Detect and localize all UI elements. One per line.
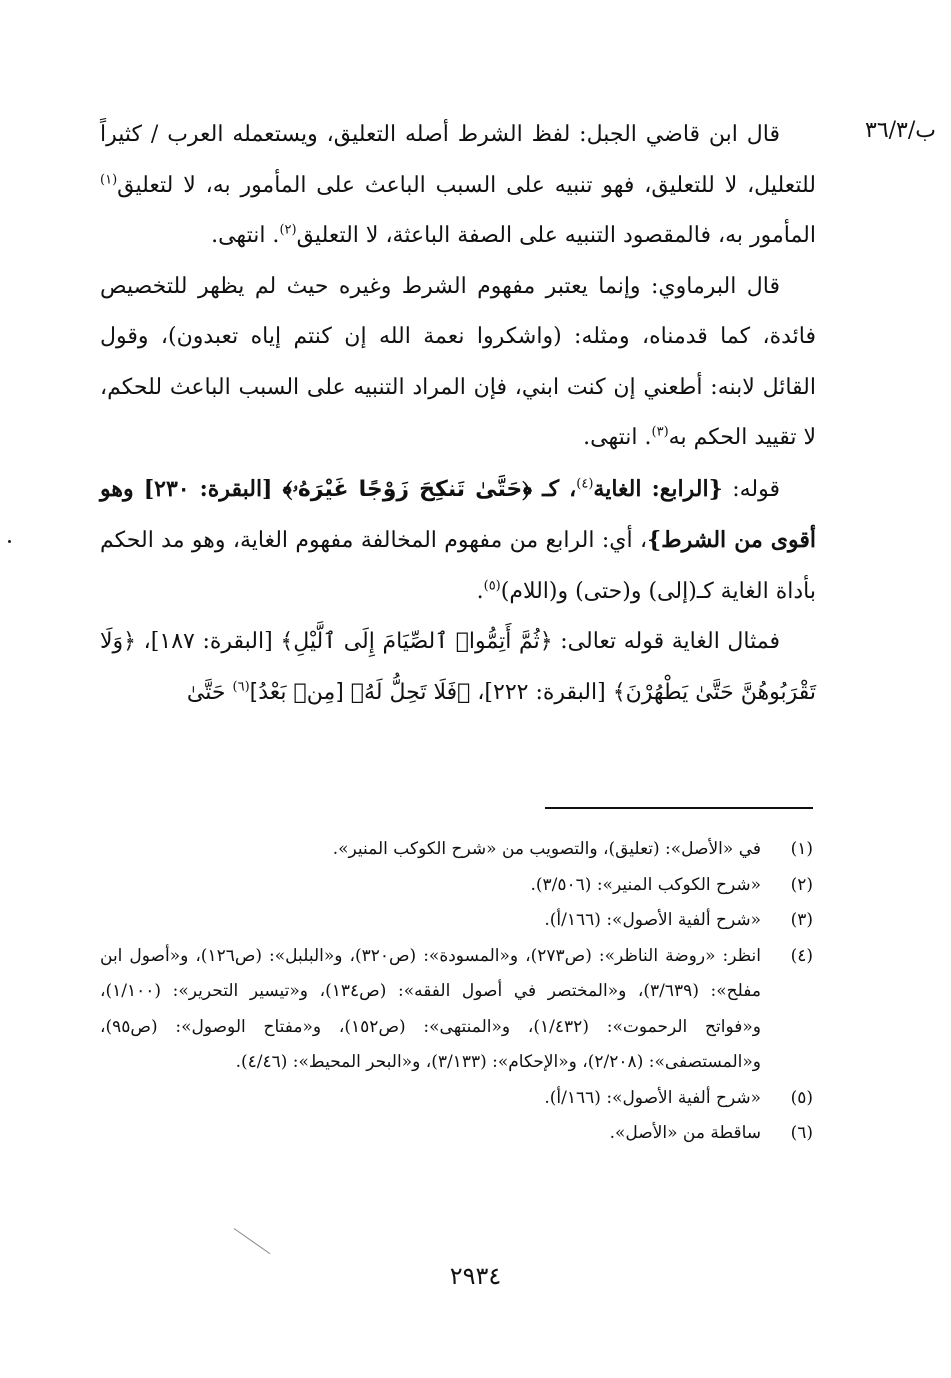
footnote-divider: [545, 807, 813, 809]
paragraph-text: .: [476, 578, 484, 604]
paragraph-al-barmawi: [100, 262, 816, 464]
paragraph-text: قال البرماوي: وإنما يعتبر مفهوم الشرط وغيره حيث لم يظهر للتخصيص فائدة، كما قدمناه، ومثله: (واشكروا نعمة الله إن كنتم إياه تعبدون)، وقول القائل لابنه: أطعني إن كنت ابني، فإن المراد التنبيه على السبب الباعث للحكم، لا تقييد الحكم به: [100, 273, 816, 450]
footnote-text: «شرح ألفية الأصول»: (١٦٦/أ).: [544, 1087, 761, 1108]
quran-verse: ﴿فَلَا تَحِلُّ لَهُۥ [مِنۢ بَعْدُ]: [249, 679, 471, 705]
quran-verse: ﴿وَلَا تَقْرَبُوهُنَّ حَتَّىٰ يَطْهُرْنَ﴾: [100, 629, 816, 705]
footnote-ref-1[interactable]: (١): [100, 172, 118, 188]
footnote-2: [100, 868, 813, 904]
footnote-ref-2[interactable]: (٢): [279, 222, 297, 238]
paragraph-text: المأمور به، فالمقصود التنبيه على الصفة الباعثة، لا التعليق: [296, 223, 816, 248]
quran-verse: ﴿حَتَّىٰ تَنكِحَ زَوْجًا غَيْرَهُۥ﴾: [272, 476, 543, 502]
verse-reference: [البقرة: ٢٣٠]: [133, 475, 273, 502]
footnote-ref-6[interactable]: (٦): [232, 679, 250, 695]
paragraph-fourth-ghaya: [100, 464, 816, 618]
footnote-text: «شرح الكوكب المنير»: (٣/٥٠٦).: [530, 874, 761, 895]
footnote-text: في «الأصل»: (تعليق)، والتصويب من «شرح الكوكب المنير».: [332, 839, 761, 859]
main-text: [100, 110, 816, 718]
footnote-ref-5[interactable]: (٥): [483, 578, 501, 594]
scan-speck: [8, 540, 11, 543]
footnote-number: (٥): [790, 1087, 813, 1108]
paragraph-text: قوله:: [722, 476, 780, 502]
footnote-number: (٤): [790, 945, 813, 966]
verse-reference: [البقرة: ٢٢٢]،: [470, 679, 613, 705]
footnote-number: (١): [790, 839, 813, 859]
footnote-text: انظر: «روضة الناظر»: (ص٢٧٣)، و«المسودة»: (ص٣٢٠)، و«البلبل»: (ص١٢٦)، و«أصول ابن مفلح»: (٣/٦٣٩)، و«المختصر في أصول الفقه»: (ص١٣٤)، و«تيسير التحرير»: (١/١٠٠)، و«فواتح الرحموت»: (١/٤٣٢)، و«المنتهى»: (ص١٥٢)، و«مفتاح الوصول»: (ص٩٥)، و«المستصفى»: (٢/٢٠٨)، و«الإحكام»: (٣/١٣٣)، و«البحر المحيط»: (٤/٤٦).: [100, 945, 761, 1072]
paragraph-text: قال ابن قاضي الجبل: لفظ الشرط أصله التعليق، ويستعمله العرب / كثيراً للتعليل، لا للتعليق، فهو تنبيه على السبب الباعث على المأمور به، لا لتعليق: [100, 122, 816, 198]
footnotes: [100, 832, 813, 1152]
scan-scratch: [234, 1228, 271, 1254]
footnote-ref-4[interactable]: (٤): [576, 476, 594, 492]
footnote-number: (٢): [790, 874, 813, 895]
footnote-number: (٣): [790, 910, 813, 930]
footnote-3: [100, 903, 813, 939]
footnote-4: [100, 939, 813, 1081]
page-number: ٢٩٣٤: [449, 1262, 502, 1290]
matn-text: ، كـ: [542, 475, 577, 502]
manuscript-folio-reference: ب/٣٦/٣: [865, 118, 936, 143]
paragraph-text: . انتهى.: [583, 425, 652, 450]
paragraph-ghaya-examples: [100, 617, 816, 718]
matn-text: وهو أقوى من الشرط}: [100, 475, 817, 553]
footnote-ref-3[interactable]: (٣): [651, 424, 669, 440]
paragraph-text: فمثال الغاية قوله تعالى:: [552, 629, 780, 654]
quran-verse: ﴿ثُمَّ أَتِمُّوا۟ ٱلصِّيَامَ إِلَى ٱلَّيْلِ﴾: [280, 629, 553, 654]
quran-verse: حَتَّىٰ: [186, 679, 233, 705]
footnote-number: (٦): [790, 1123, 813, 1143]
footnote-text: «شرح ألفية الأصول»: (١٦٦/أ).: [544, 910, 761, 930]
footnote-5: [100, 1081, 813, 1117]
footnote-text: ساقطة من «الأصل».: [609, 1123, 761, 1143]
paragraph-text: . انتهى.: [211, 223, 280, 248]
verse-reference: [البقرة: ١٨٧]،: [136, 629, 281, 654]
paragraph-text: ، أي: الرابع من مفهوم المخالفة مفهوم الغاية، وهو مد الحكم بأداة الغاية كـ(إلى) و(حتى) و(اللام): [100, 528, 816, 604]
footnote-6: [100, 1116, 813, 1152]
footnote-1: [100, 832, 813, 868]
matn-text: {الرابع: الغاية: [593, 475, 723, 502]
paragraph-ibn-qadi-al-jabal: [100, 110, 816, 262]
